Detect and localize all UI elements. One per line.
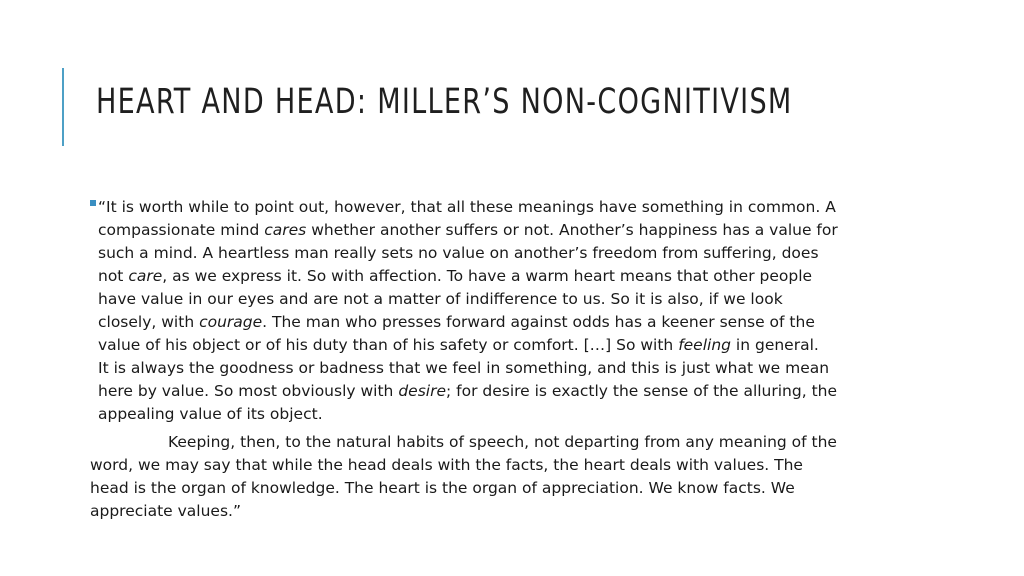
paragraph-line — [90, 500, 910, 523]
emphasized-word: care — [128, 267, 163, 285]
quote-text-segment: value of his object or of his duty than of his safety or comfort. […] So with — [98, 336, 679, 354]
quote-text-segment: here by value. So most obviously with — [98, 382, 399, 400]
quote-line — [98, 242, 900, 265]
paragraph-line — [90, 477, 910, 500]
paragraph-text: word, we may say that while the head deals with the facts, the heart deals with values. The — [90, 456, 803, 474]
quote-text-segment: not — [98, 267, 129, 285]
quote-line — [98, 334, 900, 357]
quote-bullet-text — [98, 196, 900, 426]
quote-line — [98, 196, 900, 219]
quote-line — [98, 403, 900, 426]
square-bullet-icon — [90, 200, 96, 206]
quote-text-segment: . The man who presses forward against odds has a keener sense of the — [262, 313, 815, 331]
quote-text-segment: It is always the goodness or badness that we feel in something, and this is just what we mean — [98, 359, 830, 377]
quote-line — [98, 219, 900, 242]
quote-line — [98, 357, 900, 380]
quote-text-segment: compassionate mind — [98, 221, 265, 239]
quote-line — [98, 311, 900, 334]
quote-text-segment: ; for desire is exactly the sense of the alluring, the — [445, 382, 838, 400]
quote-line — [98, 380, 900, 403]
emphasized-word: feeling — [678, 336, 731, 354]
quote-bullet — [90, 196, 900, 426]
quote-text-segment: in general. — [731, 336, 819, 354]
emphasized-word: desire — [398, 382, 446, 400]
quote-continuation-paragraph — [90, 431, 910, 523]
quote-text-segment: whether another suffers or not. Another’s happiness has a value for — [306, 221, 838, 239]
quote-line — [98, 288, 900, 311]
emphasized-word: courage — [199, 313, 263, 331]
quote-text-segment: , as we express it. So with affection. To have a warm heart means that other people — [162, 267, 813, 285]
slide-title: HEART AND HEAD: MILLER’S NON-COGNITIVISM — [96, 82, 793, 122]
paragraph-text: Keeping, then, to the natural habits of speech, not departing from any meaning of the — [168, 433, 837, 451]
quote-line — [98, 265, 900, 288]
quote-text-segment: “It is worth while to point out, however, that all these meanings have something in common. A — [98, 198, 836, 216]
quote-text-segment: appealing value of its object. — [98, 405, 323, 423]
quote-text-segment: closely, with — [98, 313, 200, 331]
title-accent-bar — [62, 68, 64, 146]
paragraph-line — [90, 454, 910, 477]
paragraph-text: head is the organ of knowledge. The heart is the organ of appreciation. We know facts. We — [90, 479, 795, 497]
quote-text-segment: have value in our eyes and are not a matter of indifference to us. So it is also, if we look — [98, 290, 783, 308]
paragraph-line — [90, 431, 910, 454]
paragraph-text: appreciate values.” — [90, 502, 241, 520]
emphasized-word: cares — [264, 221, 307, 239]
quote-text-segment: such a mind. A heartless man really sets no value on another’s freedom from suffering, does — [98, 244, 819, 262]
